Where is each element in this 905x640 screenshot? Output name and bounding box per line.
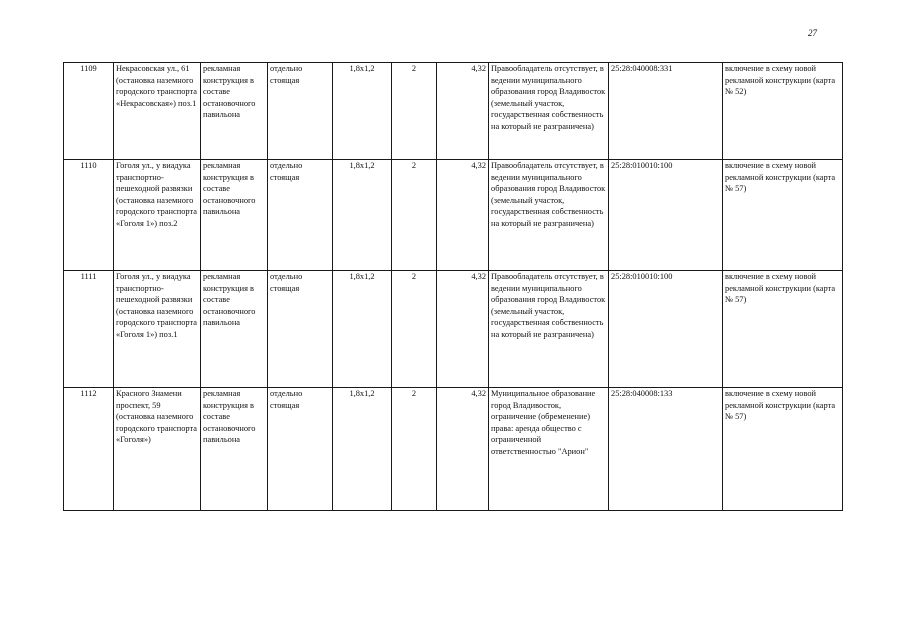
placement-cell: отдельно стоящая — [268, 271, 333, 388]
cadastral-number-cell: 25:28:010010:100 — [609, 271, 723, 388]
row-number: 1111 — [64, 271, 114, 388]
size-cell: 1,8x1,2 — [333, 63, 392, 160]
owner-cell: Правообладатель отсутствует, в ведении муниципального образования город Владивосток (земельный участок, государственная собственность на который не разграничена) — [489, 160, 609, 271]
row-number: 1112 — [64, 388, 114, 511]
size-cell: 1,8x1,2 — [333, 271, 392, 388]
table-row — [64, 271, 843, 388]
cadastral-number-cell: 25:28:040008:133 — [609, 388, 723, 511]
area-cell: 4,32 — [437, 63, 489, 160]
action-cell: включение в схему новой рекламной конструкции (карта № 57) — [723, 271, 843, 388]
area-cell: 4,32 — [437, 271, 489, 388]
construction-type-cell: рекламная конструкция в составе остановочного павильона — [201, 160, 268, 271]
registry-table — [63, 62, 843, 511]
size-cell: 1,8x1,2 — [333, 388, 392, 511]
cadastral-number-cell: 25:28:010010:100 — [609, 160, 723, 271]
area-cell: 4,32 — [437, 160, 489, 271]
address-cell: Некрасовская ул., 61 (остановка наземного городского транспорта «Некрасовская») поз.1 — [114, 63, 201, 160]
table-row — [64, 388, 843, 511]
owner-cell: Правообладатель отсутствует, в ведении муниципального образования город Владивосток (земельный участок, государственная собственность на который не разграничена) — [489, 271, 609, 388]
placement-cell: отдельно стоящая — [268, 160, 333, 271]
address-cell: Красного Знамени проспект, 59 (остановка наземного городского транспорта «Гоголя») — [114, 388, 201, 511]
size-cell: 1,8x1,2 — [333, 160, 392, 271]
construction-type-cell: рекламная конструкция в составе остановочного павильона — [201, 388, 268, 511]
table-row — [64, 63, 843, 160]
placement-cell: отдельно стоящая — [268, 63, 333, 160]
action-cell: включение в схему новой рекламной конструкции (карта № 52) — [723, 63, 843, 160]
row-number: 1110 — [64, 160, 114, 271]
construction-type-cell: рекламная конструкция в составе остановочного павильона — [201, 271, 268, 388]
address-cell: Гоголя ул., у виадука транспортно-пешеходной развязки (остановка наземного городского транспорта «Гоголя 1») поз.1 — [114, 271, 201, 388]
action-cell: включение в схему новой рекламной конструкции (карта № 57) — [723, 388, 843, 511]
sides-cell: 2 — [392, 271, 437, 388]
construction-type-cell: рекламная конструкция в составе остановочного павильона — [201, 63, 268, 160]
owner-cell: Муниципальное образование город Владивосток, ограничение (обременение) права: аренда общество с ограниченной ответственностью "Арион" — [489, 388, 609, 511]
area-cell: 4,32 — [437, 388, 489, 511]
page-number: 27 — [808, 28, 817, 38]
sides-cell: 2 — [392, 160, 437, 271]
owner-cell: Правообладатель отсутствует, в ведении муниципального образования город Владивосток (земельный участок, государственная собственность на который не разграничена) — [489, 63, 609, 160]
action-cell: включение в схему новой рекламной конструкции (карта № 57) — [723, 160, 843, 271]
cadastral-number-cell: 25:28:040008:331 — [609, 63, 723, 160]
sides-cell: 2 — [392, 63, 437, 160]
address-cell: Гоголя ул., у виадука транспортно-пешеходной развязки (остановка наземного городского транспорта «Гоголя 1») поз.2 — [114, 160, 201, 271]
table-row — [64, 160, 843, 271]
placement-cell: отдельно стоящая — [268, 388, 333, 511]
sides-cell: 2 — [392, 388, 437, 511]
row-number: 1109 — [64, 63, 114, 160]
